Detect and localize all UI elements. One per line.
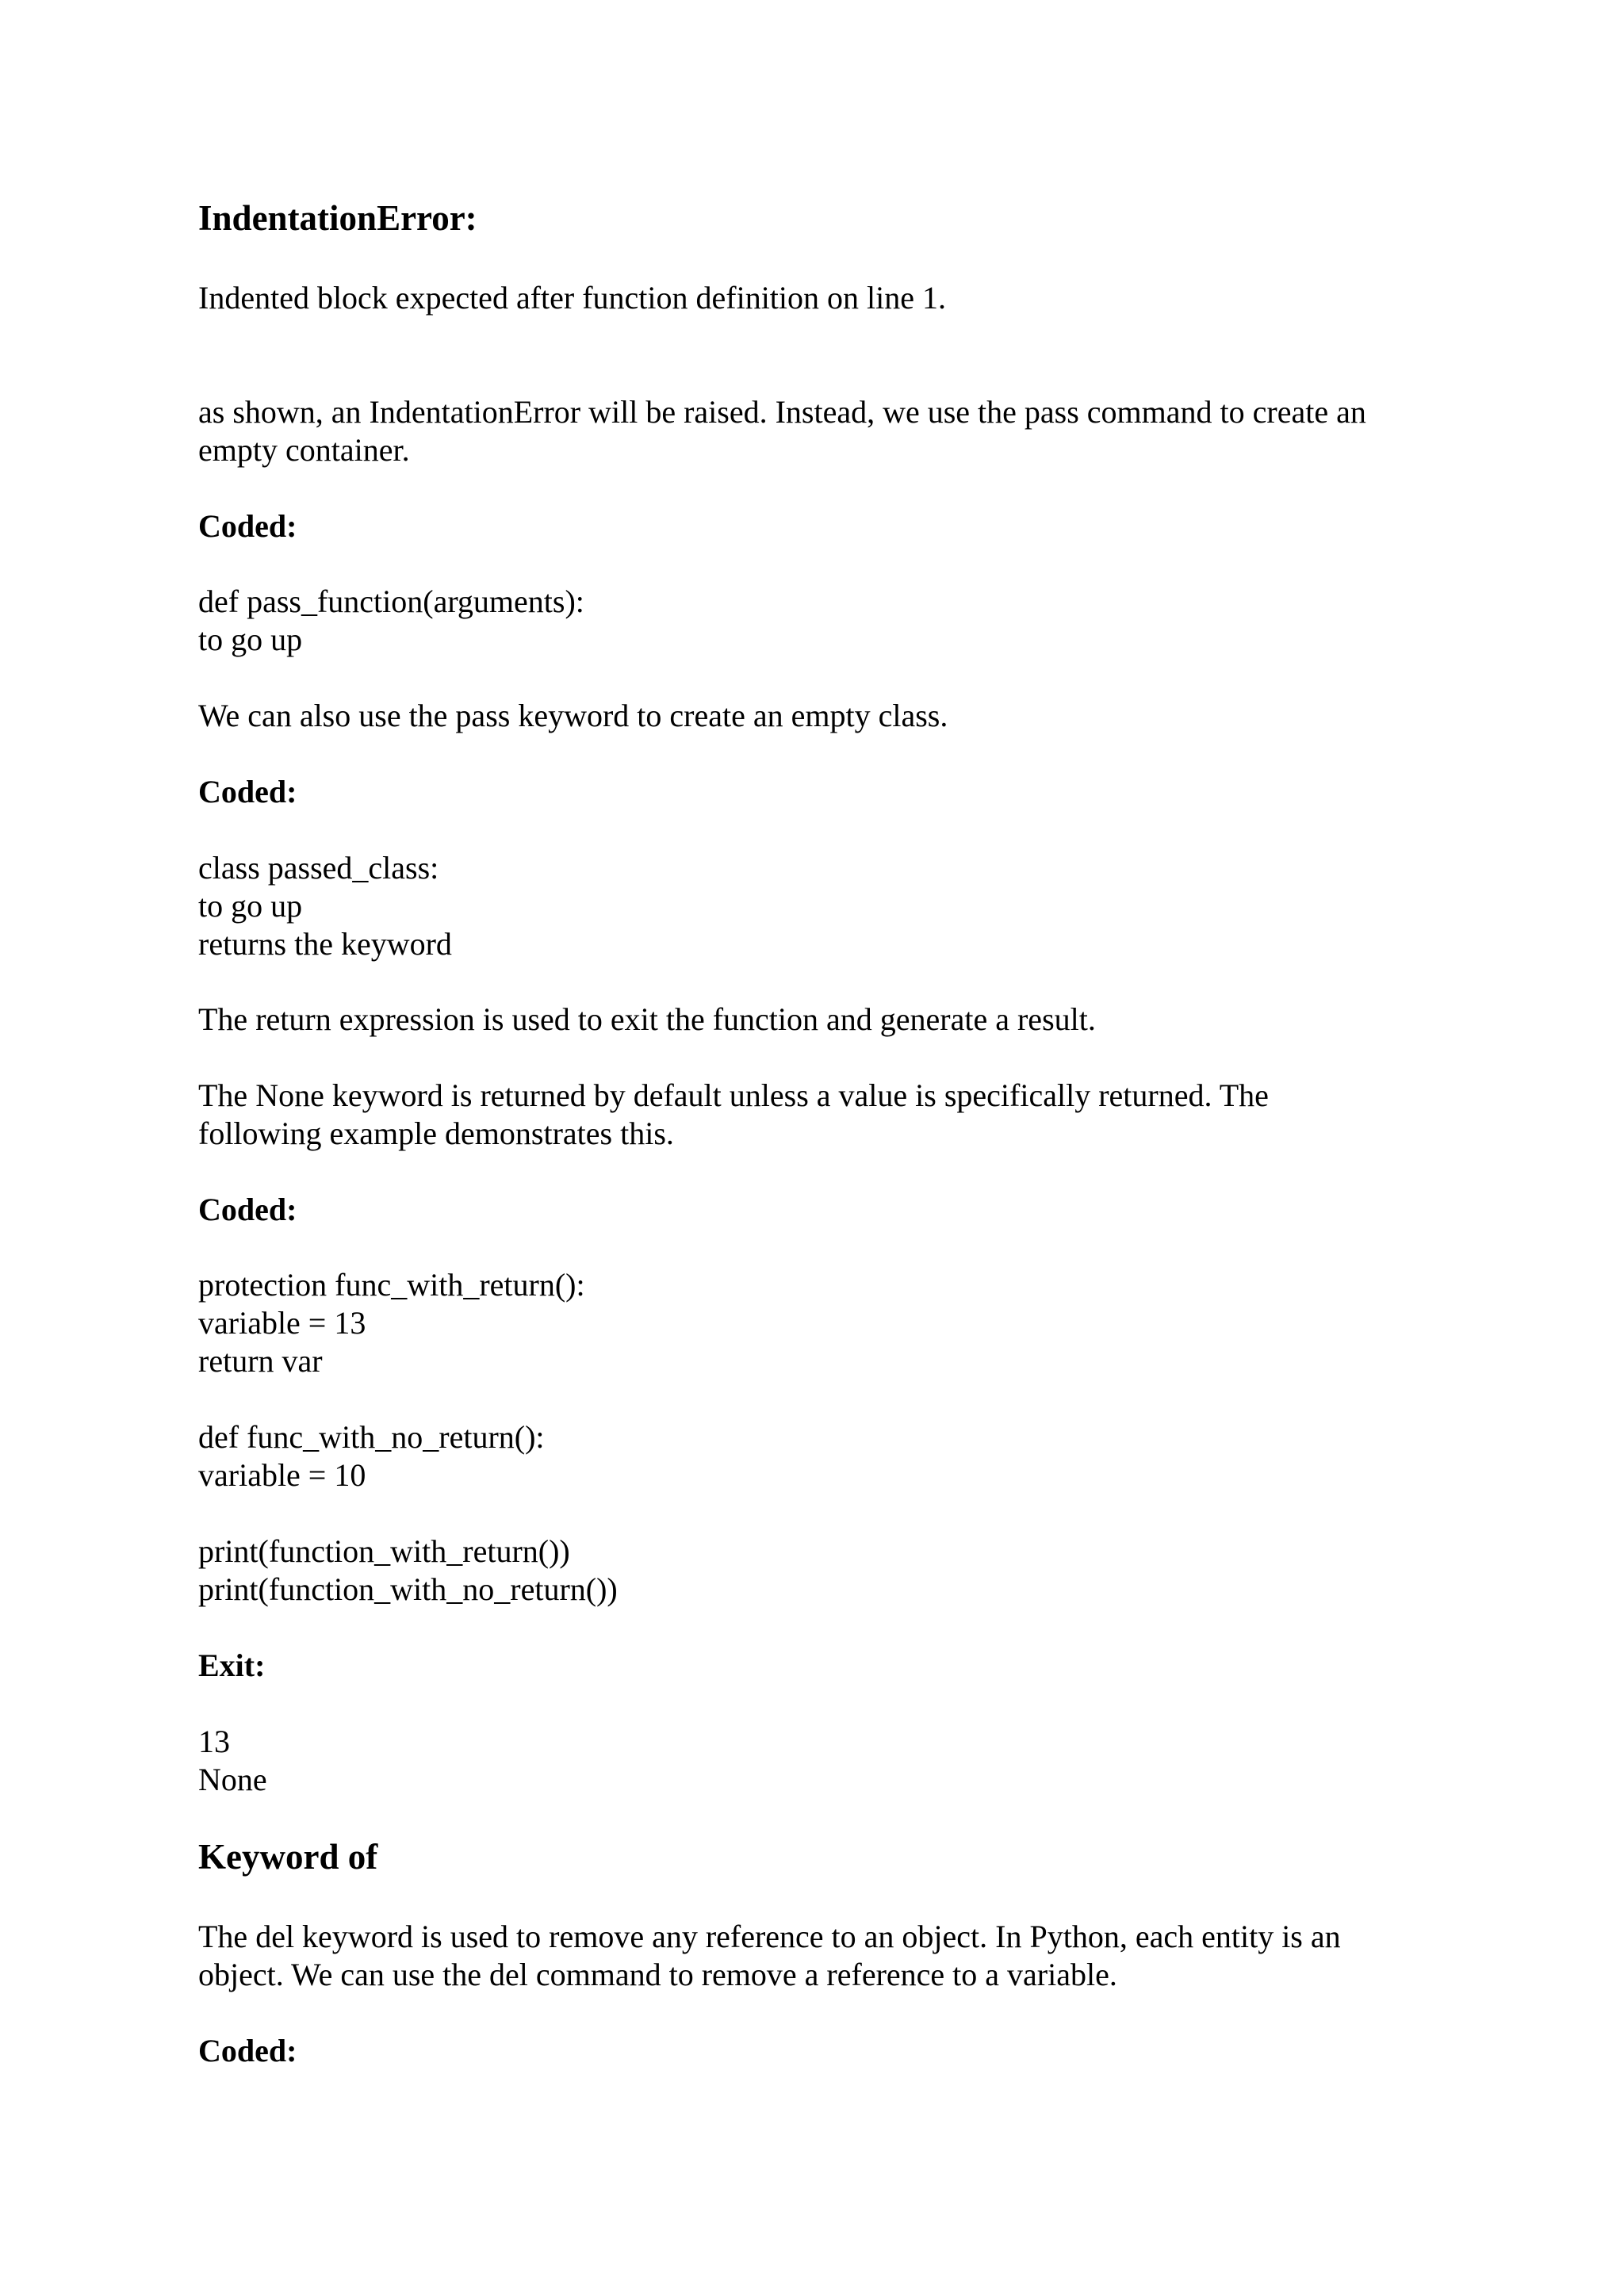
paragraph-empty-class: We can also use the pass keyword to create an empty class.: [198, 698, 948, 733]
code-line: class passed_class:: [198, 850, 439, 886]
paragraph-del-line-2: object. We can use the del command to remove a reference to a variable.: [198, 1957, 1117, 1992]
code-line: print(function_with_return()): [198, 1533, 570, 1569]
code-block-passed-class: [198, 849, 452, 963]
code-block-print-calls: [198, 1533, 618, 1609]
paragraph-del-line-1: The del keyword is used to remove any reference to an object. In Python, each entity is an: [198, 1919, 1341, 1954]
paragraph-pass-line-1: as shown, an IndentationError will be raised. Instead, we use the pass command to create an: [198, 394, 1366, 430]
code-line: def pass_function(arguments):: [198, 584, 584, 619]
label-coded: Coded:: [198, 508, 297, 544]
code-block-func-with-no-return: [198, 1418, 545, 1494]
code-line: to go up: [198, 888, 303, 924]
code-line: protection func_with_return():: [198, 1267, 585, 1303]
paragraph-return: The return expression is used to exit the function and generate a result.: [198, 1001, 1096, 1037]
code-line: returns the keyword: [198, 926, 452, 962]
heading-keyword-of: Keyword of: [198, 1837, 378, 1877]
paragraph-pass-line-2: empty container.: [198, 432, 410, 468]
paragraph-none-line-1: The None keyword is returned by default unless a value is specifically returned. The: [198, 1077, 1269, 1113]
label-coded: Coded:: [198, 774, 297, 809]
code-line: def func_with_no_return():: [198, 1419, 545, 1455]
heading-indentation-error: IndentationError:: [198, 198, 477, 238]
output-block: [198, 1723, 267, 1799]
paragraph-none-line-2: following example demonstrates this.: [198, 1115, 674, 1151]
code-line: variable = 13: [198, 1305, 366, 1341]
output-line: None: [198, 1762, 267, 1797]
label-coded: Coded:: [198, 2033, 297, 2068]
label-coded: Coded:: [198, 1192, 297, 1227]
code-block-pass-function: [198, 583, 584, 659]
error-message: Indented block expected after function definition on line 1.: [198, 280, 947, 316]
code-line: return var: [198, 1343, 323, 1379]
output-line: 13: [198, 1724, 230, 1759]
code-line: print(function_with_no_return()): [198, 1571, 618, 1607]
code-block-func-with-return: [198, 1266, 585, 1380]
label-exit: Exit:: [198, 1647, 266, 1683]
code-line: variable = 10: [198, 1457, 366, 1493]
code-line: to go up: [198, 622, 303, 657]
